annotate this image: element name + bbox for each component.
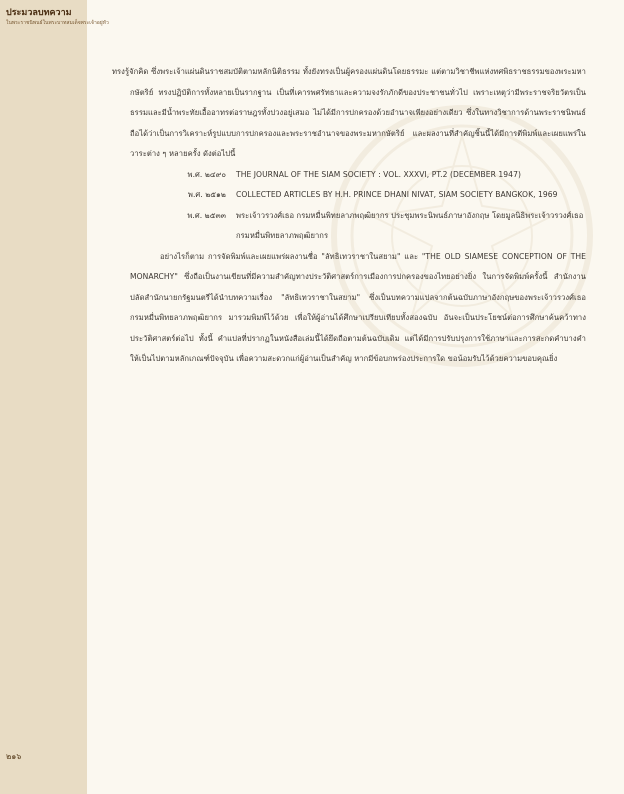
body-paragraph: อย่างไรก็ตาม การจัดพิมพ์และเผยแพร่ผลงานชื่อ "ลัทธิเทวราชาในสยาม" และ "THE OLD SIAMESE CONCEPTION OF THE MONARCHY" ซึ่งถือเป็นงานเขียนที่มีความสำคัญทางประวัติศาสตร์การเมืองการปกครองของไทยอย่างยิ่ง ในการจัดพิมพ์ครั้งนี้ สำนักงานปลัดสำนักนายกรัฐมนตรีได้นำบทความเรื่อง "ลัทธิเทวราชาในสยาม" ซึ่งเป็นบทความแปลจากต้นฉบับภาษาอังกฤษของพระเจ้าวรวงศ์เธอ กรมหมื่นพิทยลาภพฤฒิยากร มารวมพิมพ์ไว้ด้วย เพื่อให้ผู้อ่านได้ศึกษาเปรียบเทียบทั้งสองฉบับ อันจะเป็นประโยชน์ต่อการศึกษาค้นคว้าทางประวัติศาสตร์ต่อไป ทั้งนี้ คำแปลที่ปรากฏในหนังสือเล่มนี้ได้ยึดถือตามต้นฉบับเดิม แต่ได้มีการปรับปรุงการใช้ภาษาและการสะกดคำบางคำให้เป็นไปตามหลักเกณฑ์ปัจจุบัน เพื่อความสะดวกแก่ผู้อ่านเป็นสำคัญ หากมีข้อบกพร่องประการใด ขอน้อมรับไว้ด้วยความขอบคุณยิ่ง bbox=[130, 251, 586, 363]
brand bbox=[6, 8, 109, 27]
reference-item bbox=[130, 185, 586, 206]
reference-text: พระเจ้าวรวงศ์เธอ กรมหมื่นพิทยลาภพฤฒิยากร ประชุมพระนิพนธ์ภาษาอังกฤษ โดยมูลนิธิพระเจ้าวรวงศ์เธอ กรมหมื่นพิทยลาภพฤฒิยากร bbox=[236, 210, 584, 240]
reference-list bbox=[130, 165, 586, 247]
intro-paragraph: ทรงรู้จักคิด ซึ่งพระเจ้าแผ่นดินราชสมบัติตามหลักนิติธรรม ทั้งยังทรงเป็นผู้ครองแผ่นดินโดยธรรมะ แต่ตามวิชาชีพแห่งทศพิธราชธรรมของพระมหากษัตริย์ ทรงปฏิบัติการทั้งหลายเป็นรากฐาน เป็นที่เคารพศรัทธาและความจงรักภักดีของประชาชนทั่วไป เพราะเหตุว่ามีพระราชจริยวัตรเป็นธรรมและมีน้ำพระทัยเอื้ออาทรต่อราษฎรทั้งปวงอยู่เสมอ ไม่ได้มีการปกครองด้วยอำนาจเพียงอย่างเดียว ซึ่งในทางวิชาการด้านพระราชนิพนธ์ถือได้ว่าเป็นการวิเคราะห์รูปแบบการปกครองและพระราชอำนาจของพระมหากษัตริย์ และผลงานที่สำคัญชิ้นนี้ได้มีการตีพิมพ์และเผยแพร่ในวาระต่าง ๆ หลายครั้ง ดังต่อไปนี้ bbox=[112, 67, 586, 158]
main-content bbox=[112, 62, 586, 370]
reference-year: พ.ศ. ๒๕๓๓ bbox=[187, 210, 226, 220]
sidebar bbox=[0, 0, 109, 794]
reference-year: พ.ศ. ๒๕๑๒ bbox=[187, 190, 226, 199]
reference-text: THE JOURNAL OF THE SIAM SOCIETY : VOL. XXXVI, PT.2 (DECEMBER 1947) bbox=[236, 169, 521, 179]
reference-text: COLLECTED ARTICLES BY H.H. PRINCE DHANI NIVAT, SIAM SOCIETY BANGKOK, 1969 bbox=[236, 190, 558, 199]
brand-subtitle: ในพระราชนิพนธ์ในพระบาทสมเด็จพระเจ้าอยู่หัว bbox=[6, 20, 109, 26]
reference-item bbox=[130, 206, 586, 247]
reference-year: พ.ศ. ๒๔๙๐ bbox=[187, 169, 226, 179]
page-number: ๒๑๖ bbox=[6, 752, 22, 761]
brand-title: ประมวลบทความ bbox=[6, 8, 72, 18]
reference-item bbox=[130, 165, 586, 186]
